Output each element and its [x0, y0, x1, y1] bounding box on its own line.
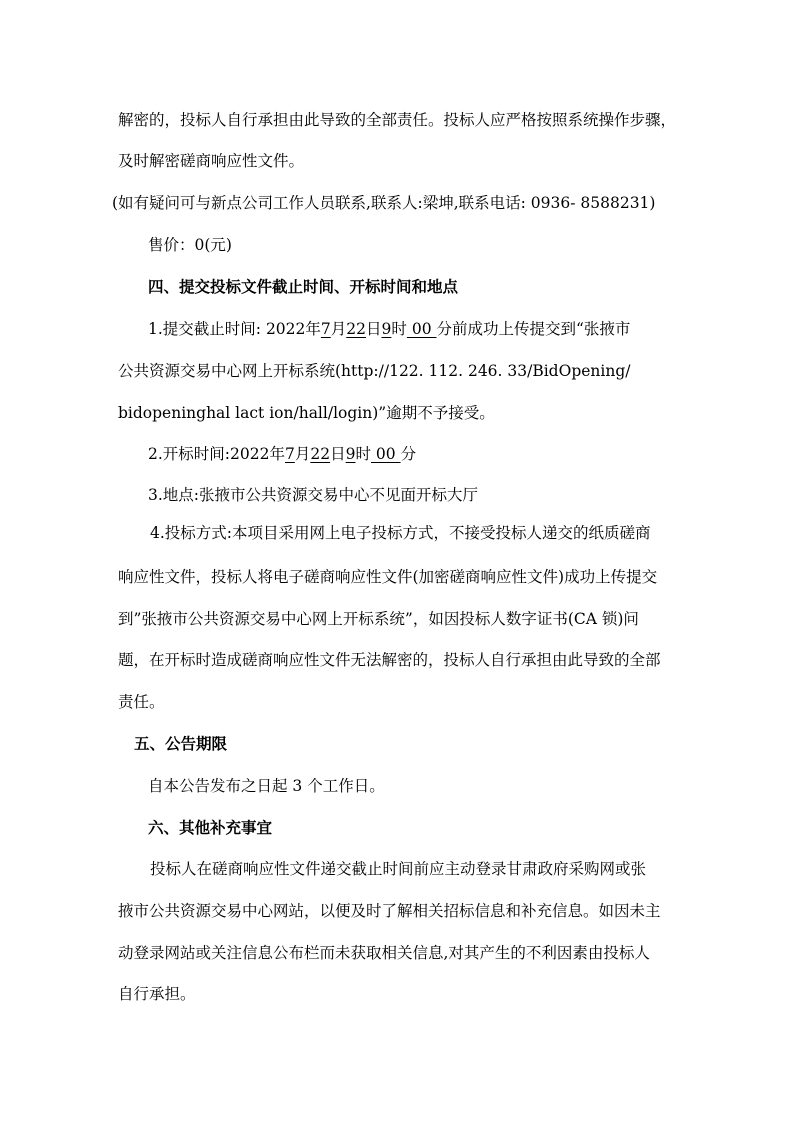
paragraph-line: bidopeninghal lact ion/hall/login)”逾期不予接受。	[118, 404, 495, 422]
deadline-minute: 00	[406, 320, 437, 338]
opening-day: 22	[310, 445, 331, 463]
announcement-period: 自本公告发布之日起 3 个工作日。	[148, 777, 385, 795]
deadline-month: 7	[320, 320, 331, 338]
paragraph-line: 题，在开标时造成磋商响应性文件无法解密的，投标人自行承担由此导致的全部	[118, 651, 661, 669]
section-5-heading: 五、公告期限	[134, 735, 228, 753]
price-line: 售价：0(元)	[148, 236, 232, 254]
opening-month: 7	[284, 445, 295, 463]
paragraph-line: 投标人在磋商响应性文件递交截止时间前应主动登录甘肃政府采购网或张	[150, 860, 647, 878]
submission-deadline-line	[148, 318, 678, 340]
opening-hour: 9	[345, 445, 356, 463]
bidding-method-line: 4.投标方式:本项目采用网上电子投标方式，不接受投标人递交的纸质磋商	[150, 524, 651, 542]
paragraph-line: 解密的，投标人自行承担由此导致的全部责任。投标人应严格按照系统操作步骤，	[118, 111, 677, 129]
opening-suffix: 分	[400, 445, 417, 463]
paragraph-line: 响应性文件，投标人将电子磋商响应性文件(加密磋商响应性文件)成功上传提交	[118, 568, 658, 586]
deadline-prefix: 1.提交截止时间: 2022年	[148, 320, 321, 338]
opening-hour-unit: 时	[355, 445, 371, 463]
section-4-heading: 四、提交投标文件截止时间、开标时间和地点	[148, 278, 459, 296]
opening-prefix: 2.开标时间:2022年	[148, 445, 285, 463]
opening-time-line	[148, 443, 678, 465]
opening-minute: 00	[371, 445, 401, 463]
deadline-hour: 9	[381, 320, 392, 338]
paragraph-line: 到”张掖市公共资源交易中心网上开标系统”，如因投标人数字证书(CA 锁)问	[118, 610, 639, 628]
paragraph-line: 责任。	[118, 693, 165, 711]
deadline-hour-unit: 时	[391, 320, 407, 338]
paragraph-line: 及时解密磋商响应性文件。	[118, 152, 305, 170]
section-6-heading: 六、其他补充事宜	[148, 819, 273, 837]
deadline-suffix: 分前成功上传提交到“张掖市	[436, 320, 631, 338]
location-line: 3.地点:张掖市公共资源交易中心不见面开标大厅	[148, 486, 479, 504]
paragraph-line: 公共资源交易中心网上开标系统(http://122. 112. 246. 33/BidOpening/	[118, 362, 631, 380]
opening-month-unit: 月	[294, 445, 311, 463]
opening-day-unit: 日	[330, 445, 346, 463]
paragraph-line: 自行承担。	[118, 985, 196, 1003]
contact-note: (如有疑问可与新点公司工作人员联系,联系人:梁坤,联系电话: 0936- 8588231)	[112, 194, 656, 212]
deadline-month-unit: 月	[330, 320, 347, 338]
paragraph-line: 动登录网站或关注信息公布栏而未获取相关信息,对其产生的不利因素由投标人	[118, 944, 650, 962]
deadline-day: 22	[346, 320, 367, 338]
deadline-day-unit: 日	[366, 320, 382, 338]
paragraph-line: 掖市公共资源交易中心网站，以便及时了解相关招标信息和补充信息。如因未主	[118, 902, 661, 920]
